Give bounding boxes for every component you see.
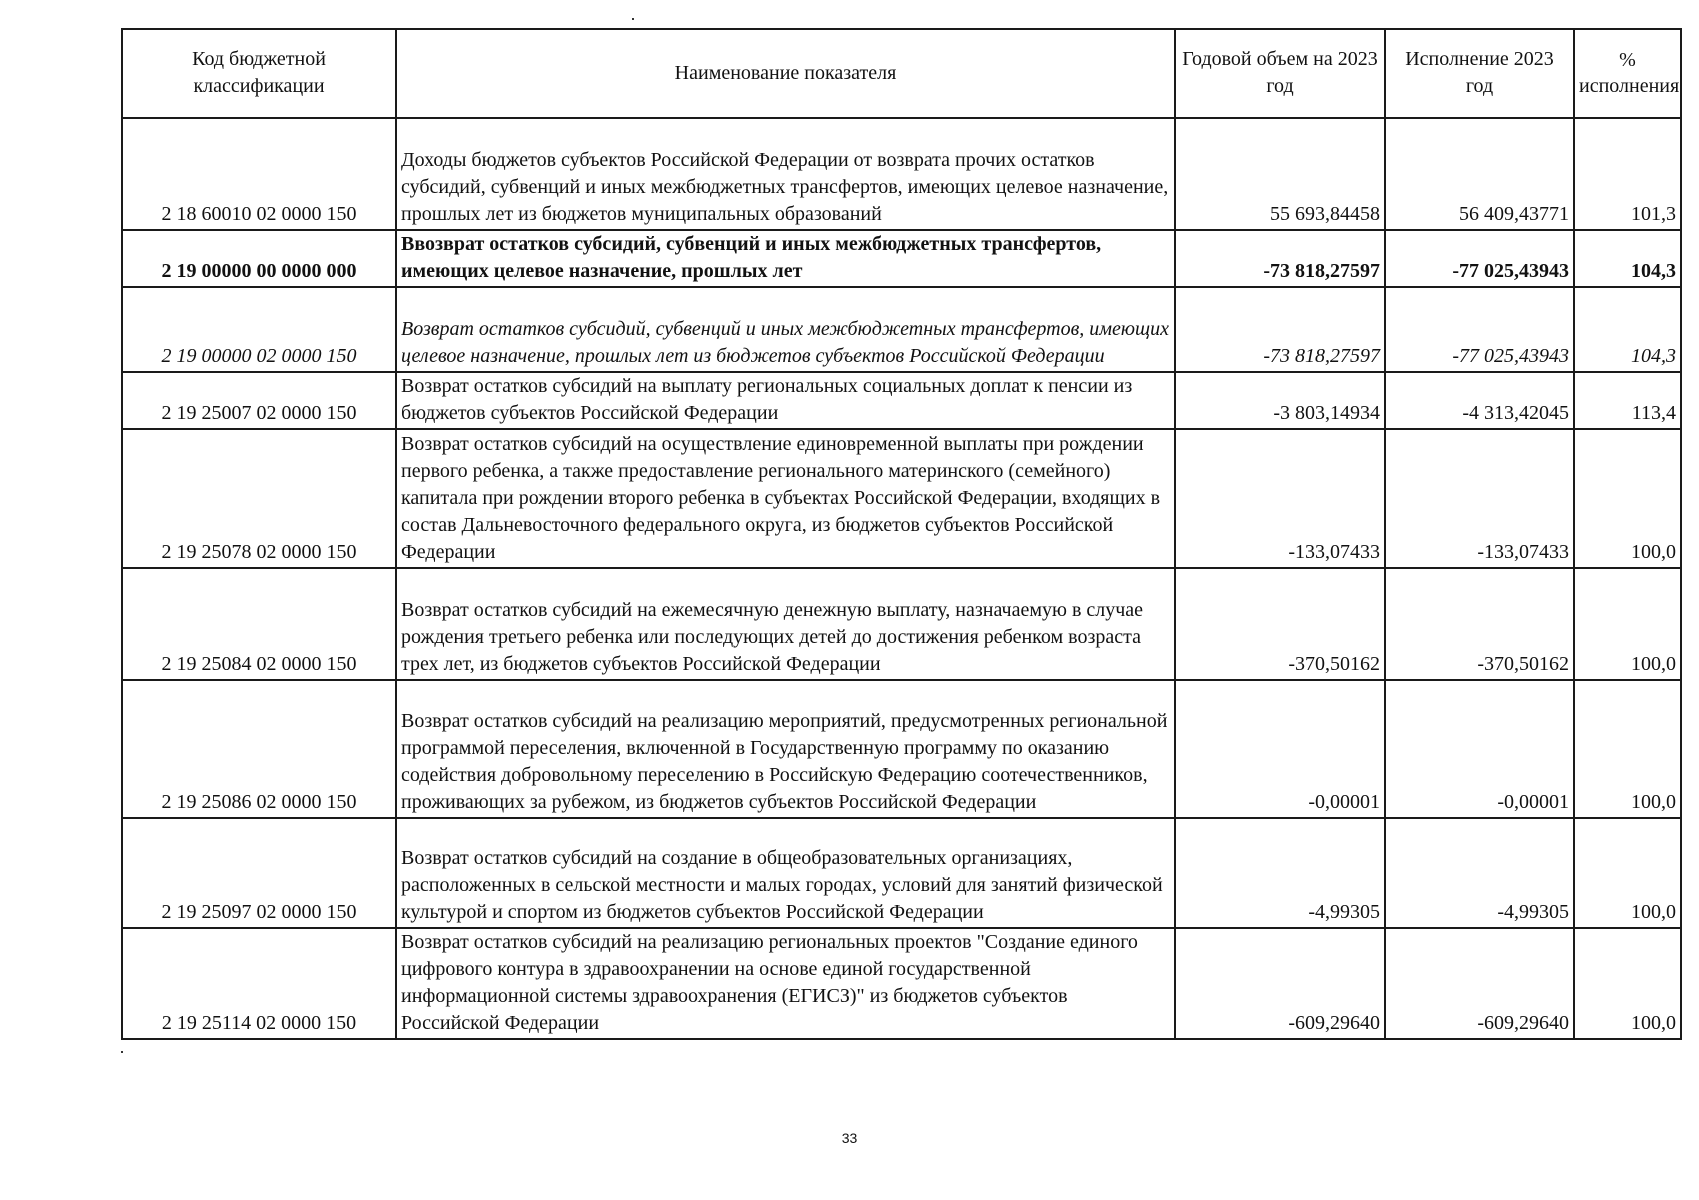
header-annual: Годовой объем на 2023 год	[1175, 29, 1385, 118]
scan-speck	[632, 18, 634, 20]
row-name: Возврат остатков субсидий на ежемесячную денежную выплату, назначаемую в случае рождения третьего ребенка или последующих детей до достижения ребенком возраста трех лет, из бюджетов субъектов Российской Федерации	[396, 568, 1175, 680]
row-executed: -0,00001	[1385, 680, 1574, 818]
row-code: 2 19 25086 02 0000 150	[122, 680, 396, 818]
table-header-row	[122, 29, 1681, 118]
row-percent: 100,0	[1574, 429, 1681, 568]
row-name: Возврат остатков субсидий на реализацию региональных проектов "Создание единого цифрового контура в здравоохранении на основе единой государственной информационной системы здравоохранения (ЕГИСЗ)" из бюджетов субъектов Российской Федерации	[396, 928, 1175, 1039]
row-code: 2 18 60010 02 0000 150	[122, 118, 396, 230]
row-percent: 100,0	[1574, 568, 1681, 680]
row-name: Возврат остатков субсидий на осуществление единовременной выплаты при рождении первого ребенка, а также предоставление регионального материнского (семейного) капитала при рождении второго ребенка в субъектах Российской Федерации, входящих в состав Дальневосточного федерального округа, из бюджетов субъектов Российской Федерации	[396, 429, 1175, 568]
table-row	[122, 928, 1681, 1039]
row-code: 2 19 25078 02 0000 150	[122, 429, 396, 568]
row-annual: -73 818,27597	[1175, 287, 1385, 372]
row-annual: -133,07433	[1175, 429, 1385, 568]
row-code: 2 19 25097 02 0000 150	[122, 818, 396, 928]
table-row	[122, 429, 1681, 568]
table-row	[122, 287, 1681, 372]
table-row	[122, 680, 1681, 818]
budget-table	[121, 28, 1682, 1040]
row-executed: -4 313,42045	[1385, 372, 1574, 429]
row-name: Доходы бюджетов субъектов Российской Федерации от возврата прочих остатков субсидий, субвенций и иных межбюджетных трансфертов, имеющих целевое назначение, прошлых лет из бюджетов муниципальных образований	[396, 118, 1175, 230]
table-row	[122, 118, 1681, 230]
row-annual: -0,00001	[1175, 680, 1385, 818]
header-percent: % исполнения	[1574, 29, 1681, 118]
row-name: Возврат остатков субсидий на выплату региональных социальных доплат к пенсии из бюджетов субъектов Российской Федерации	[396, 372, 1175, 429]
row-name: Возврат остатков субсидий на реализацию мероприятий, предусмотренных региональной программой переселения, включенной в Государственную программу по оказанию содействия добровольному переселению в Российскую Федерацию соотечественников, проживающих за рубежом, из бюджетов субъектов Российской Федерации	[396, 680, 1175, 818]
row-code: 2 19 25114 02 0000 150	[122, 928, 396, 1039]
table-row	[122, 230, 1681, 287]
row-annual: 55 693,84458	[1175, 118, 1385, 230]
row-executed: 56 409,43771	[1385, 118, 1574, 230]
row-annual: -73 818,27597	[1175, 230, 1385, 287]
table-row	[122, 372, 1681, 429]
row-name: Ввозврат остатков субсидий, субвенций и иных межбюджетных трансфертов, имеющих целевое назначение, прошлых лет	[396, 230, 1175, 287]
row-annual: -3 803,14934	[1175, 372, 1385, 429]
row-executed: -77 025,43943	[1385, 287, 1574, 372]
row-executed: -370,50162	[1385, 568, 1574, 680]
row-percent: 100,0	[1574, 818, 1681, 928]
row-executed: -609,29640	[1385, 928, 1574, 1039]
row-percent: 113,4	[1574, 372, 1681, 429]
row-executed: -4,99305	[1385, 818, 1574, 928]
row-percent: 100,0	[1574, 928, 1681, 1039]
table-row	[122, 818, 1681, 928]
row-executed: -77 025,43943	[1385, 230, 1574, 287]
table-row	[122, 568, 1681, 680]
page-number: 33	[841, 1130, 858, 1146]
header-name: Наименование показателя	[396, 29, 1175, 118]
row-percent: 101,3	[1574, 118, 1681, 230]
row-annual: -370,50162	[1175, 568, 1385, 680]
row-name: Возврат остатков субсидий, субвенций и иных межбюджетных трансфертов, имеющих целевое назначение, прошлых лет из бюджетов субъектов Российской Федерации	[396, 287, 1175, 372]
row-annual: -4,99305	[1175, 818, 1385, 928]
row-percent: 100,0	[1574, 680, 1681, 818]
row-percent: 104,3	[1574, 230, 1681, 287]
row-code: 2 19 00000 02 0000 150	[122, 287, 396, 372]
row-code: 2 19 25007 02 0000 150	[122, 372, 396, 429]
header-executed: Исполнение 2023 год	[1385, 29, 1574, 118]
header-code: Код бюджетной классификации	[122, 29, 396, 118]
row-executed: -133,07433	[1385, 429, 1574, 568]
row-code: 2 19 25084 02 0000 150	[122, 568, 396, 680]
row-percent: 104,3	[1574, 287, 1681, 372]
row-name: Возврат остатков субсидий на создание в общеобразовательных организациях, расположенных в сельской местности и малых городах, условий для занятий физической культурой и спортом из бюджетов субъектов Российской Федерации	[396, 818, 1175, 928]
row-annual: -609,29640	[1175, 928, 1385, 1039]
scan-speck	[121, 1051, 123, 1053]
row-code: 2 19 00000 00 0000 000	[122, 230, 396, 287]
